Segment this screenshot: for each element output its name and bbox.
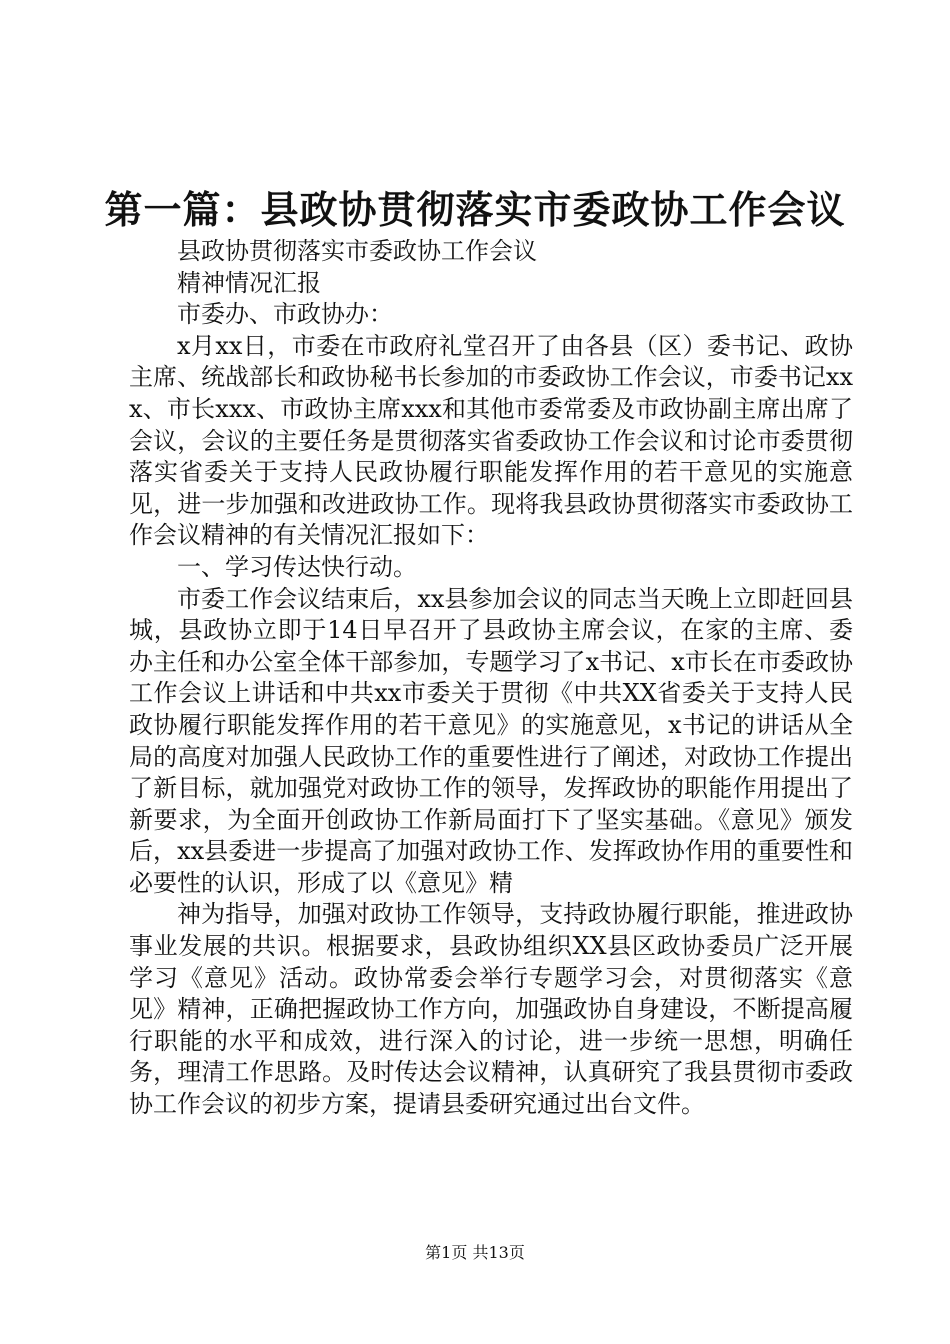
intro-paragraph: x月xx日，市委在市政府礼堂召开了由各县（区）委书记、政协主席、统战部长和政协秘书长参加的市委政协工作会议，市委书记xxx、市长xxx、市政协主席xxx和其他市委常委及市政协副主席出席了会议，会议的主要任务是贯彻落实省委政协工作会议和讨论市委贯彻落实省委关于支持人民政协履行职能发挥作用的若干意见的实施意见，进一步加强和改进政协工作。现将我县政协贯彻落实市委政协工作会议精神的有关情况汇报如下： [129,331,853,550]
document-body [129,236,853,1121]
body-paragraph-1: 市委工作会议结束后，xx县参加会议的同志当天晚上立即赶回县城，县政协立即于14日早召开了县政协主席会议，在家的主席、委办主任和办公室全体干部参加，专题学习了x书记、x市长在市委政协工作会议上讲话和中共xx市委关于贯彻《中共XX省委关于支持人民政协履行职能发挥作用的若干意见》的实施意见，x书记的讲话从全局的高度对加强人民政协工作的重要性进行了阐述，对政协工作提出了新目标，就加强党对政协工作的领导，发挥政协的职能作用提出了新要求，为全面开创政协工作新局面打下了坚实基础。《意见》颁发后，xx县委进一步提高了加强对政协工作、发挥政协作用的重要性和必要性的认识，形成了以《意见》精 [129,584,853,897]
recipient-line: 市委办、市政协办： [177,300,393,329]
report-title-line-2: 精神情况汇报 [177,268,321,297]
document-title: 第一篇：县政协贯彻落实市委政协工作会议 [104,188,846,232]
page-number: 第1页 [425,1243,468,1262]
page-total: 共13页 [472,1243,525,1262]
body-paragraph-2: 神为指导，加强对政协工作领导，支持政协履行职能，推进政协事业发展的共识。根据要求，县政协组织XX县区政协委员广泛开展学习《意见》活动。政协常委会举行专题学习会，对贯彻落实《意见》精神，正确把握政协工作方向，加强政协自身建设，不断提高履行职能的水平和成效，进行深入的讨论，进一步统一思想，明确任务，理清工作思路。及时传达会议精神，认真研究了我县贯彻市委政协工作会议的初步方案，提请县委研究通过出台文件。 [129,900,853,1119]
section-heading-1: 一、学习传达快行动。 [177,552,417,581]
page-footer [0,1242,950,1264]
report-title-line-1: 县政协贯彻落实市委政协工作会议 [177,237,537,265]
